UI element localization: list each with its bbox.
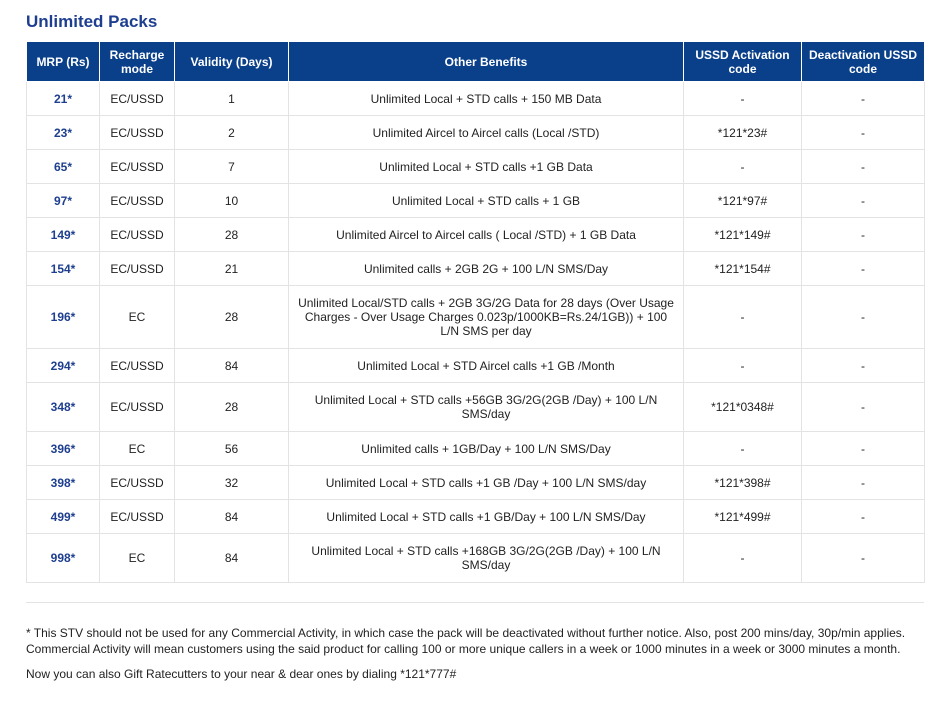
cell-recharge-mode: EC bbox=[100, 534, 175, 583]
cell-mrp: 196* bbox=[27, 286, 100, 349]
cell-ussd-activation: *121*398# bbox=[684, 466, 802, 500]
cell-other-benefits: Unlimited Local + STD calls +168GB 3G/2G(2GB /Day) + 100 L/N SMS/day bbox=[289, 534, 684, 583]
cell-other-benefits: Unlimited Aircel to Aircel calls (Local /STD) bbox=[289, 116, 684, 150]
cell-validity: 21 bbox=[175, 252, 289, 286]
cell-ussd-deactivation: - bbox=[802, 116, 925, 150]
table-row bbox=[27, 432, 925, 466]
cell-validity: 56 bbox=[175, 432, 289, 466]
table-row bbox=[27, 116, 925, 150]
header-ussd-activation: USSD Activation code bbox=[684, 42, 802, 82]
cell-recharge-mode: EC/USSD bbox=[100, 466, 175, 500]
cell-recharge-mode: EC/USSD bbox=[100, 116, 175, 150]
table-row bbox=[27, 500, 925, 534]
cell-mrp: 23* bbox=[27, 116, 100, 150]
table-row bbox=[27, 252, 925, 286]
cell-mrp: 396* bbox=[27, 432, 100, 466]
cell-mrp: 65* bbox=[27, 150, 100, 184]
cell-other-benefits: Unlimited Local + STD calls + 1 GB bbox=[289, 184, 684, 218]
cell-ussd-activation: - bbox=[684, 150, 802, 184]
table-row bbox=[27, 286, 925, 349]
table-row bbox=[27, 184, 925, 218]
table-row bbox=[27, 534, 925, 583]
cell-validity: 84 bbox=[175, 349, 289, 383]
cell-validity: 84 bbox=[175, 534, 289, 583]
cell-validity: 32 bbox=[175, 466, 289, 500]
cell-other-benefits: Unlimited calls + 2GB 2G + 100 L/N SMS/Day bbox=[289, 252, 684, 286]
cell-other-benefits: Unlimited Local + STD Aircel calls +1 GB /Month bbox=[289, 349, 684, 383]
cell-recharge-mode: EC/USSD bbox=[100, 184, 175, 218]
table-row bbox=[27, 349, 925, 383]
cell-mrp: 499* bbox=[27, 500, 100, 534]
cell-mrp: 154* bbox=[27, 252, 100, 286]
cell-ussd-deactivation: - bbox=[802, 218, 925, 252]
cell-recharge-mode: EC/USSD bbox=[100, 82, 175, 116]
cell-ussd-activation: *121*23# bbox=[684, 116, 802, 150]
cell-mrp: 998* bbox=[27, 534, 100, 583]
cell-ussd-activation: - bbox=[684, 349, 802, 383]
cell-ussd-activation: *121*149# bbox=[684, 218, 802, 252]
table-body bbox=[27, 82, 925, 583]
cell-mrp: 294* bbox=[27, 349, 100, 383]
footer-divider bbox=[26, 602, 924, 603]
cell-ussd-deactivation: - bbox=[802, 286, 925, 349]
cell-validity: 28 bbox=[175, 286, 289, 349]
cell-validity: 28 bbox=[175, 218, 289, 252]
cell-validity: 7 bbox=[175, 150, 289, 184]
cell-recharge-mode: EC/USSD bbox=[100, 349, 175, 383]
cell-other-benefits: Unlimited Aircel to Aircel calls ( Local /STD) + 1 GB Data bbox=[289, 218, 684, 252]
table-row bbox=[27, 218, 925, 252]
cell-ussd-deactivation: - bbox=[802, 466, 925, 500]
cell-ussd-deactivation: - bbox=[802, 432, 925, 466]
page-title: Unlimited Packs bbox=[26, 12, 158, 31]
table-header bbox=[27, 42, 925, 82]
header-other-benefits: Other Benefits bbox=[289, 42, 684, 82]
cell-ussd-deactivation: - bbox=[802, 383, 925, 432]
table-row bbox=[27, 150, 925, 184]
cell-recharge-mode: EC/USSD bbox=[100, 252, 175, 286]
cell-other-benefits: Unlimited Local + STD calls + 150 MB Data bbox=[289, 82, 684, 116]
cell-validity: 28 bbox=[175, 383, 289, 432]
table-row bbox=[27, 82, 925, 116]
cell-ussd-activation: - bbox=[684, 286, 802, 349]
cell-ussd-deactivation: - bbox=[802, 252, 925, 286]
cell-validity: 10 bbox=[175, 184, 289, 218]
cell-ussd-deactivation: - bbox=[802, 184, 925, 218]
cell-other-benefits: Unlimited calls + 1GB/Day + 100 L/N SMS/Day bbox=[289, 432, 684, 466]
cell-other-benefits: Unlimited Local + STD calls +1 GB Data bbox=[289, 150, 684, 184]
header-validity: Validity (Days) bbox=[175, 42, 289, 82]
cell-ussd-activation: *121*499# bbox=[684, 500, 802, 534]
cell-validity: 1 bbox=[175, 82, 289, 116]
cell-validity: 84 bbox=[175, 500, 289, 534]
cell-other-benefits: Unlimited Local + STD calls +1 GB /Day + 100 L/N SMS/day bbox=[289, 466, 684, 500]
cell-ussd-activation: - bbox=[684, 534, 802, 583]
cell-other-benefits: Unlimited Local + STD calls +56GB 3G/2G(2GB /Day) + 100 L/N SMS/day bbox=[289, 383, 684, 432]
unlimited-packs-table bbox=[26, 41, 925, 583]
cell-ussd-deactivation: - bbox=[802, 534, 925, 583]
cell-mrp: 21* bbox=[27, 82, 100, 116]
header-recharge-mode: Recharge mode bbox=[100, 42, 175, 82]
cell-ussd-activation: *121*0348# bbox=[684, 383, 802, 432]
cell-ussd-deactivation: - bbox=[802, 150, 925, 184]
header-ussd-deactivation: Deactivation USSD code bbox=[802, 42, 925, 82]
cell-recharge-mode: EC bbox=[100, 286, 175, 349]
cell-recharge-mode: EC/USSD bbox=[100, 150, 175, 184]
cell-ussd-activation: *121*97# bbox=[684, 184, 802, 218]
cell-ussd-activation: *121*154# bbox=[684, 252, 802, 286]
cell-recharge-mode: EC bbox=[100, 432, 175, 466]
cell-ussd-deactivation: - bbox=[802, 500, 925, 534]
cell-validity: 2 bbox=[175, 116, 289, 150]
gift-note: Now you can also Gift Ratecutters to your near & dear ones by dialing *121*777# bbox=[26, 667, 457, 681]
cell-ussd-activation: - bbox=[684, 432, 802, 466]
header-mrp: MRP (Rs) bbox=[27, 42, 100, 82]
cell-ussd-deactivation: - bbox=[802, 349, 925, 383]
cell-mrp: 398* bbox=[27, 466, 100, 500]
table-row bbox=[27, 466, 925, 500]
cell-mrp: 149* bbox=[27, 218, 100, 252]
table-row bbox=[27, 383, 925, 432]
cell-recharge-mode: EC/USSD bbox=[100, 218, 175, 252]
cell-ussd-deactivation: - bbox=[802, 82, 925, 116]
cell-other-benefits: Unlimited Local/STD calls + 2GB 3G/2G Data for 28 days (Over Usage Charges - Over Usage Charges 0.023p/1000KB=Rs.24/1GB)) + 100 L/N SMS per day bbox=[289, 286, 684, 349]
cell-ussd-activation: - bbox=[684, 82, 802, 116]
cell-mrp: 97* bbox=[27, 184, 100, 218]
cell-other-benefits: Unlimited Local + STD calls +1 GB/Day + 100 L/N SMS/Day bbox=[289, 500, 684, 534]
footnote: * This STV should not be used for any Commercial Activity, in which case the pack will be deactivated without further notice. Also, post 200 mins/day, 30p/min applies. Commercial Activity will mean customers using the said product for calling 100 or more unique callers in a week or 1000 minutes in a week or 3000 minutes a month. bbox=[26, 626, 906, 656]
cell-recharge-mode: EC/USSD bbox=[100, 500, 175, 534]
cell-mrp: 348* bbox=[27, 383, 100, 432]
cell-recharge-mode: EC/USSD bbox=[100, 383, 175, 432]
